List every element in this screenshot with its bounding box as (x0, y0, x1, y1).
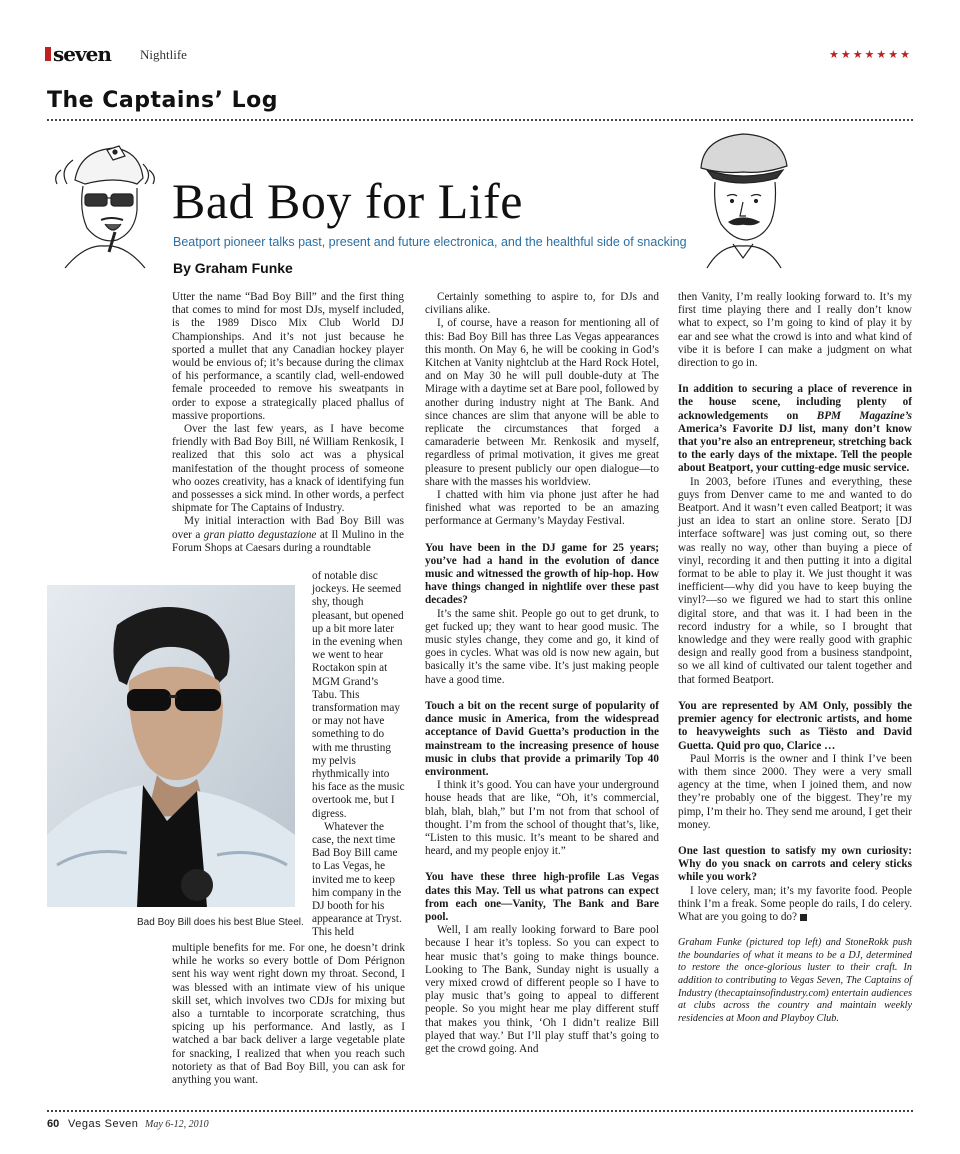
byline: By Graham Funke (173, 260, 293, 276)
section-label: Nightlife (140, 47, 187, 62)
interview-answer (678, 885, 912, 925)
dj-photo (47, 585, 295, 907)
paragraph: then Vanity, I’m really looking forward to. It’s my first time playing there and I really don’t know what to expect, so I’m going to kind of play it by ear and see what the crowd is into and what kind of vibe it is before I can make a judgment on what direction to go in. (678, 291, 912, 370)
top-divider (47, 119, 913, 121)
interview-question: Touch a bit on the recent surge of popularity of dance music in America, from the widespread acceptance of David Guetta’s production in the mainstream to the increasing presence of house music in clubs that provide a primarily Top 40 environment. (425, 699, 659, 778)
paragraph (172, 515, 404, 555)
interview-answer: It’s the same shit. People go out to get drunk, to get fucked up; they want to hear good music. The music styles change, they come and go, it kind of goes in cycles. What was old is now new again, but basically it’s the same vibe. It’s just making people have a good time. (425, 607, 659, 686)
logo-text: seven (53, 42, 111, 66)
issue-date: May 6-12, 2010 (145, 1119, 209, 1130)
headline: Bad Boy for Life (172, 173, 523, 229)
bottom-divider (47, 1110, 913, 1112)
logo-bar (45, 47, 51, 61)
interview-question (678, 383, 912, 475)
paragraph: Utter the name “Bad Boy Bill” and the first thing that comes to mind for most DJs, myself included, is the 1989 Disco Mix Club World DJ Championships. And it’s not just because he sported a mullet that any Canadian hockey player would be envious of; it’s because during the climax of his performance, a scantily clad, well-endowed female proceeded to remove his sweatpants in order to expose a strategically placed phallus of massive proportions. (172, 291, 404, 422)
logo (45, 42, 111, 66)
page-number: 60 (47, 1118, 60, 1130)
interview-answer: I think it’s good. You can have your underground house heads that are like, “Oh, it’s commercial, blah, blah, blah,” but I’m not from that school of thought. I’m from the school of thought that’s, like, “Listen to this music. It’s meant to be shared and heard, and my people enjoy it.” (425, 779, 659, 858)
paragraph: I chatted with him via phone just after he had finished what was reported to be an amazing performance at Germany’s Mayday Festival. (425, 489, 659, 528)
paragraph: of notable disc jockeys. He seemed shy, though pleasant, but opened up a bit more later in the evening when we went to hear Roctakon spin at MGM Grand’s Tabu. This transformation may or may not have something to do with me thrusting my pelvis rhythmically into his face as the music overtook me, but I digress. (312, 570, 405, 820)
rating-stars: ★★★★★★★ (828, 49, 912, 61)
author-bio: Graham Funke (pictured top left) and StoneRokk push the boundaries of what it means to be a DJ, determined to restore the once-glorious luster to their craft. In addition to contributing to Vegas Seven, The Captains of Industry (thecaptainsofindustry.com) entertain audiences at clubs across the country and maintain weekly residencies at Moon and Playboy Club. (678, 937, 912, 1024)
interview-question: You are represented by AM Only, possibly the premier agency for electronic artists, and home to heavyweights such as Tiësto and David Guetta. Quid pro quo, Clarice … (678, 699, 912, 752)
paragraph: Whatever the case, the next time Bad Boy Bill came to Las Vegas, he invited me to keep him company in the DJ booth for his appearance at Tryst. This held (312, 820, 402, 939)
text-run: America’s Favorite DJ list, many don’t know that you’re also an entrepreneur, stretching back to the early days of the mixtape. Tell the people about Beatport, your cutting-edge music service. (678, 422, 912, 475)
column-3 (678, 291, 912, 1025)
deck: Beatport pioneer talks past, present and future electronica, and the healthful side of snacking (173, 235, 687, 249)
column-1-bottom (172, 942, 405, 1087)
text-run: at Il Mulino in the Forum Shops at Caesars during a roundtable (172, 528, 404, 554)
interview-question: One last question to satisfy my own curiosity: Why do you snack on carrots and celery sticks while you work? (678, 844, 912, 884)
interview-question: You have these three high-profile Las Vegas dates this May. Tell us what patrons can expect from each one—Vanity, The Bank and Bare pool. (425, 871, 659, 923)
italic-text: BPM Magazine’s (816, 409, 912, 422)
column-title: The Captains’ Log (47, 88, 279, 113)
interview-question: You have been in the DJ game for 25 years; you’ve had a hand in the evolution of dance music and witnessed the growth of hip-hop. How have things changed in nightlife over these past decades? (425, 541, 659, 607)
italic-text: gran piatto degustazione (203, 528, 317, 541)
interview-answer: In 2003, before iTunes and everything, these guys from Denver came to me and wanted to do Beatport. And it wasn’t even called Beatport; it was just an idea to start an online store. Serato [DJ interface software] was just coming out, so there was really no way, other than buying a piece of vinyl, recording it and then putting it into a digital format to be able to play it. We just thought it was inefficient—why did you have to keep buying the vinyl?—so we figured we had to start this online digital store, and that was it. I had been in the record industry for a while, so I brought that knowledge and they were really good with graphic design and really good from a business standpoint, so we all kind of cultivated our talent together and that formed Beatport. (678, 475, 912, 686)
end-mark-icon (800, 914, 807, 921)
paragraph: Over the last few years, as I have become friendly with Bad Boy Bill, né William Renkosik, I realized that this solo act was a physical manifestation of the thought process of someone who oozes creativity, has a knack of identifying fun and possesses a sick mind. In other words, a perfect shipmate for The Captains of Industry. (172, 423, 404, 515)
text-run: My initial interaction with Bad Boy Bill was over a (172, 515, 404, 541)
paragraph: Certainly something to aspire to, for DJs and civilians alike. (425, 291, 659, 317)
interview-answer: Paul Morris is the owner and I think I’ve been with them since 2000. They were a very small agency at the time, when I joined them, and now they’re probably one of the biggest. They’re my pimp, I’m their ho. They send me around, I get their money. (678, 752, 912, 831)
interview-answer: Well, I am really looking forward to Bare pool because I hear it’s topless. So you can expect to hear music that’s going to make things bounce. Looking to The Bank, Sunday night is usually a very mixed crowd of different people so I have to play music that’s going to appeal to different people. So you might hear me play different stuff that makes you think, ‘Oh I didn’t realize Bill played that way.’ But I’ll play stuff that’s going to get the crowd going. And (425, 924, 659, 1055)
publication-name: Vegas Seven (68, 1118, 139, 1130)
paragraph: I, of course, have a reason for mentioning all of this: Bad Boy Bill has three Las Vegas appearances this month. On May 6, he will be cooking in God’s Kitchen at Vanity nightclub at the Hard Rock Hotel, and on May 30 he will pull double-duty at The Mirage with a daytime set at Bare pool, followed by another during industry night at The Bank. And since chances are slim that anyone will be able to replicate the circumstances that forged a camaraderie between Mr. Renkosik and myself, regardless of primal motivation, it gives me great pleasure to present publicly our open dialogue—to share with the masses his worldview. (425, 317, 659, 488)
author-illustration-left (45, 140, 155, 275)
text-run: In addition to securing a place of reverence in the house scene, including plenty of acknowledgements on (678, 383, 912, 422)
paragraph: multiple benefits for me. For one, he doesn’t drink while he works so every bottle of Dom Pérignon sent his way went right down my throat. Second, I was blessed with an intimate view of his unique skill set, which involves two CDJs for mixing but also a turntable to incorporate scratching, thus spicing up his performance. And lastly, as I watched a bar back deliver a large vegetable plate for snacking, I realized that when you reach such notoriety as that of Bad Boy Bill, you can ask for anything you want. (172, 942, 405, 1087)
text-run: I love celery, man; it’s my favorite food. People think I’m a freak. Some people do rails, I do celery. What are you going to do? (678, 884, 912, 923)
column-1 (172, 291, 404, 555)
author-illustration-right (693, 128, 793, 273)
photo-caption: Bad Boy Bill does his best Blue Steel. (137, 917, 304, 928)
column-1-wrap (312, 570, 405, 940)
column-2 (425, 291, 659, 1056)
